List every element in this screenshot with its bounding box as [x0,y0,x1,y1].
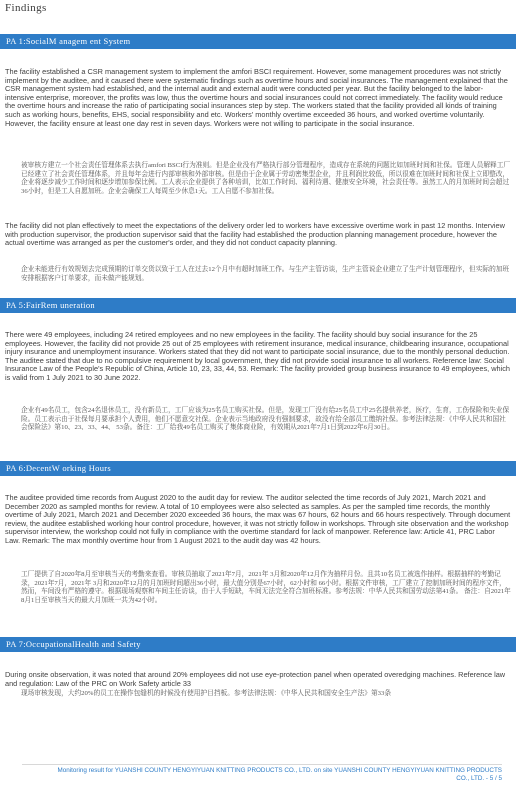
page-title: Findings [5,2,47,14]
pa6-finding-cn: 工厂提供了自2020年8月至审核当天的考勤来查看。审核员抽取了2021年7月，2021年 3月和2020年12月作为抽样月份。且共10名员工被选作抽样。根据抽样的考勤记录，2021年7月，2021年 3月和2020年12月的月加班时间超出36小时，最大值分别是67小时，62小时和 66小时。根据文件审核，工厂建立了控制加班时间的程序文件，然而，车间没有严格的遵守。根据现场观察和车间主任访谈，由于人手短缺，车间无法完全符合加班标准。参考法规：中华人民共和国劳动法第41条。 备注：自2021年8月1日至审核当天的最大月加班一共为42小时。 [21,571,511,604]
section-header-pa5 [0,298,516,313]
section-header-pa6 [0,461,516,476]
section-heading: PA 5:FairRem uneration [6,300,95,310]
pa7-finding-cn: 现场审核发现，大约20%的员工在操作包缝机的时候没有使用护目挡板。参考法律法规：《中华人民共和国安全生产法》第33条 [21,690,392,697]
section-heading: PA 7:OccupationalHealth and Safety [6,639,141,649]
page-footer [10,767,502,783]
section-heading: PA 6:DecentW orking Hours [6,463,112,473]
pa1-finding-en-2: The facility did not plan effectively to meet the expectations of the delivery order led to workers have excessive overtime work in past 12 months. Interview with production supervisor, the production supervisor said that the facility had established the production planning management procedure, however the actual overtime was arranged as per the customer's order, and they did not conduct capacity planning. [5,221,505,248]
section-header-pa7 [0,637,516,652]
footer-line-1: Monitoring result for YUANSHI COUNTY HENGYIYUAN KNITTING PRODUCTS CO., LTD. on site YUANSHI COUNTY HENGYIYUAN KNITTING PRODUCTS [57,767,502,774]
pa6-finding-en: The auditee provided time records from August 2020 to the audit day for review. The auditor selected the time records of July 2021, March 2021 and December 2020 as sampled months for review. A total of 10 employees were also selected as samples. As per the sampled time records, the monthly overtime of July 2021, March 2021 and December 2020 exceeded 36 hours, the max was 67 hours, 62 hours and 66 hours respectively. Through document review, the auditee established working hour control procedure, however, it was not strictly follow in workshops. Through site observation and the workshop supervisor interview, the workshop could not fully in compliance with the overtime standard for lack of manpower. Reference law: Article 41, PRC Labor Law. Remark: The max monthly overtime hour from 1 August 2021 to the audit day was 42 hours. [5,493,511,545]
pa1-finding-cn-1: 被审核方建立一个社会责任管理体系去执行amfori BSCI行为准则。但是企业没有严格执行部分管理程序，造成存在系统的问题比如加班时间和社保。管理人员解释工厂已经建立了社会责任管理体系，并且每年会进行内部审核和外部审核。但是由于企业属于劳动密集型企业，并且利润比较低，所以很难在加班时间和社保上立即整改，企业将逐步减少工作时间和逐步增加参保比例。工人表示企业提供了各种培训，比如工作时间、福利待遇、健康安全环境，社会责任等。虽然工人的月加班时间会超过36小时，但是工人自愿加班。企业会确保工人每周至少休息1天。工人自愿不参加社保。 [21,162,511,195]
footer-divider [22,764,502,765]
pa1-finding-cn-2: 企业未能进行有效规划去完成预期的订单交货以致于工人在过去12个月中有超时加班工作。与生产主管访谈，生产主管说企业建立了生产计划管理程序，但实际的加班安排根据客户订单要求，而未做产能规划。 [21,266,510,282]
section-heading: PA 1:SocialM anagem ent System [6,36,131,46]
pa5-finding-en: There were 49 employees, including 24 retired employees and no new employees in the facility. The facility should buy social insurance for the 25 employees. However, the facility did not provide 25 out of 25 employees with retirement insurance, medical insurance, childbearing insurance, occupational injury insurance and unemployment insurance. Workers stated that they did not want to participate social insurance, due to the monthly personal deduction. The auditee stated that due to no compulsive requirement by local government, they did not provide social insurance to all workers. Reference law: Social Insurance Law of the People's Republic of China, Article 10, 23, 33, 44, 53. Remark: The facility provided group business insurance to 49 employees, which is valid from 1 July 2021 to 30 June 2022. [5,330,511,382]
pa1-finding-en-1: The facility established a CSR management system to implement the amfori BSCI requirement. However, some management procedures was not strictly implement by the auditee, and it caused there were systematic findings such as overtime hours and social insurances. The management explained that the CSR management system had established, and the internal audit and external audit were conducted per year. But the facility belonged to the labor-intensive enterprise, moreover, the profits was low, thus the overtime hours and social insurances could not correct immediately. The facility would reduce the overtime hours and increase the ratio of participating social insurances step by step. The workers stated that the facility provided all kinds of training such as working hours, benefits, EHS, social responsibility and etc. Workers' monthly overtime exceeded 36 hours, and worked overtime voluntarily. However, the facility ensure at least one day rest in seven days. Workers were not willing to participate in the social insurance. [5,67,508,128]
pa7-finding-en: During onsite observation, it was noted that around 20% employees did not use eye-protection panel when operated overedging machines. Reference law and regulation: Law of the PRC on Work Safety article 33 [5,670,506,688]
footer-line-2: CO., LTD. - 5 / 5 [456,775,502,782]
section-header-pa1 [0,34,516,49]
pa5-finding-cn: 企业有49名员工，包含24名退休员工，没有新员工，工厂应该为25名员工购买社保。但是，发现工厂没有给25名员工中25名提供养老，医疗，生育，工伤保险和失业保险。员工表示由于社保每月要承担个人费用，他们不愿意交社保。企业表示当地政府没有强制要求，故没有给全部员工缴纳社保。参考法律法规：《中华人民共和国社会保险法》第10、23、33、44、 53条。备注：工厂给我49名员工购买了集体商业险，有效期从2021年7月1日到2022年6月30日。 [21,407,510,432]
